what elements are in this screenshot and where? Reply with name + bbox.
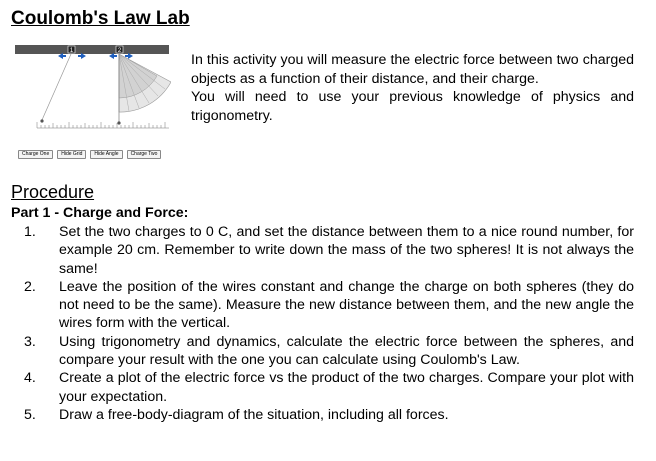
charge-two-marker-label: 2: [117, 47, 122, 54]
intro-paragraph-2: You will need to use your previous knowledge of physics and trigonometry.: [191, 89, 634, 124]
hide-angle-button[interactable]: Hide Angle: [90, 150, 122, 159]
step-text: Set the two charges to 0 C, and set the distance between them to a nice round number, for example 20 cm. Remember to write down the mass of the two spheres! It is not always the same!: [59, 224, 634, 277]
charge-one-button[interactable]: Charge One: [18, 150, 53, 159]
procedure-steps: [21, 223, 634, 424]
sphere-two[interactable]: [117, 121, 120, 124]
top-rail: [15, 45, 169, 54]
step-number: 2.: [24, 278, 36, 295]
list-item: [21, 406, 634, 424]
simulation-controls: [18, 150, 161, 159]
step-number: 3.: [24, 333, 36, 350]
page-title: Coulomb's Law Lab: [11, 8, 190, 29]
list-item: [21, 223, 634, 278]
intro-paragraph-1: In this activity you will measure the electric force between two charged objects as a function of their distance, and their charge.: [191, 52, 634, 87]
step-number: 5.: [24, 406, 36, 423]
charge-one-marker-label: 1: [69, 47, 74, 54]
procedure-heading: Procedure: [11, 182, 95, 202]
wire-one: [42, 54, 71, 120]
step-text: Using trigonometry and dynamics, calculate the electric force between the spheres, and compare your result with the one you can calculate using Coulomb's Law.: [59, 333, 634, 369]
step-text: Leave the position of the wires constant and change the charge on both spheres (they do not need to be the same). Measure the new distance between them, and the new angle the wires form with the vertical.: [59, 278, 634, 332]
list-item: [21, 278, 634, 333]
step-text: Create a plot of the electric force vs the product of the two charges. Compare your plot with your expectation.: [59, 370, 634, 405]
charge-two-button[interactable]: Charge Two: [127, 150, 162, 159]
list-item: [21, 369, 634, 406]
simulation-graphic: [11, 42, 171, 164]
hide-grid-button[interactable]: Hide Grid: [57, 150, 86, 159]
coulomb-simulation-thumbnail[interactable]: [11, 42, 171, 164]
ruler: [37, 122, 169, 128]
step-number: 4.: [24, 370, 36, 387]
step-number: 1.: [24, 224, 36, 240]
angle-protractor: [119, 54, 171, 112]
part-title: Part 1 - Charge and Force:: [11, 205, 189, 221]
step-text: Draw a free-body-diagram of the situation, including all forces.: [59, 406, 449, 423]
intro-text: [191, 51, 634, 125]
sphere-one[interactable]: [40, 119, 43, 122]
list-item: [21, 333, 634, 370]
